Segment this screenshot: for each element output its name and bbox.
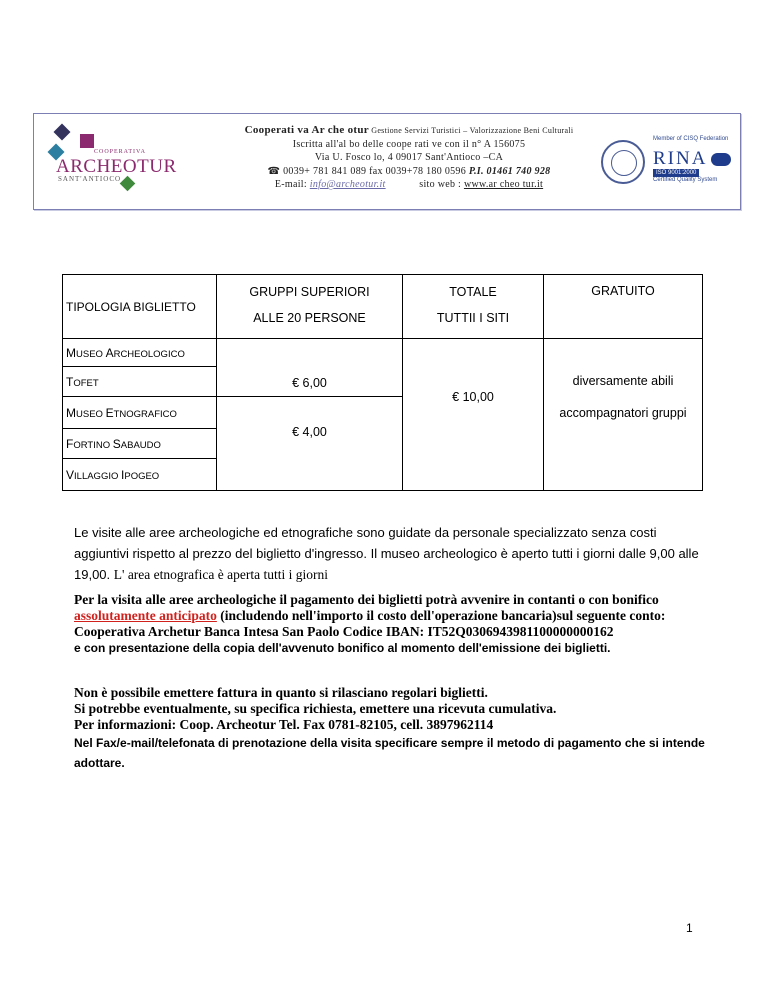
letterhead	[33, 113, 741, 210]
price-group-a: € 6,00	[217, 339, 403, 397]
cisq-member-text: Member of CISQ Federation	[653, 136, 729, 142]
site-tofet: TOFET	[63, 367, 217, 397]
web-label: sito web :	[419, 179, 464, 190]
company-info	[199, 124, 619, 192]
payment-paragraph	[74, 592, 714, 656]
iban-line: Cooperativa Archetur Banca Intesa San Paolo Codice IBAN: IT52Q0306943981100000000162	[74, 624, 614, 639]
logo-square-purple	[80, 134, 94, 148]
groups-header-1: GRUPPI SUPERIORI	[217, 275, 403, 309]
contact-line: Per informazioni: Coop. Archeotur Tel. Fax 0781-82105, cell. 3897962114	[74, 717, 494, 732]
payment-text-cont: (includendo nell'importo il costo dell'operazione bancaria)sul seguente conto:	[216, 608, 666, 623]
groups-header-2: ALLE 20 PERSONE	[217, 309, 403, 339]
archeotur-logo	[44, 122, 184, 206]
billing-paragraph	[74, 685, 714, 773]
table-row	[63, 275, 703, 309]
vat-number: P.I. 01461 740 928	[468, 165, 551, 177]
ethnographic-hours: L' area etnografica è aperta tutti i giorni	[113, 567, 328, 582]
free-header: GRATUITO	[544, 275, 703, 339]
page-number: 1	[686, 921, 693, 935]
quality-system-label: Certified Quality System	[653, 177, 718, 183]
no-invoice-line: Non è possibile emettere fattura in quanto si rilasciano regolari biglietti.	[74, 685, 488, 700]
rina-logo: RINA	[653, 148, 708, 169]
iqnet-badge-icon	[711, 153, 731, 166]
price-group-b: € 4,00	[217, 397, 403, 491]
visit-info-paragraph	[74, 522, 704, 585]
price-total: € 10,00	[403, 339, 544, 491]
total-header-2: TUTTII I SITI	[403, 309, 544, 339]
logo-diamond-green	[120, 176, 136, 192]
ticket-table	[62, 274, 703, 491]
logo-name: ARCHEOTUR	[56, 156, 177, 177]
logo-place: SANT'ANTIOCO	[58, 175, 122, 183]
total-header-1: TOTALE	[403, 275, 544, 309]
transfer-copy-note: e con presentazione della copia dell'avvenuto bonifico al momento dell'emissione dei biglietti.	[74, 641, 611, 655]
visit-info-text: Le visite alle aree archeologiche ed etnografiche sono guidate da personale specializzato senza costi aggiuntivi rispetto al prezzo del biglietto d'ingresso. Il museo archeologico è aperto tutti i giorni dalle 9,00 alle 19,00.	[74, 525, 699, 582]
rina-certification	[599, 126, 737, 204]
ticket-type-header: TIPOLOGIA BIGLIETTO	[63, 275, 217, 339]
payment-text: Per la visita alle aree archeologiche il pagamento dei biglietti potrà avvenire in contanti o con bonifico	[74, 592, 659, 607]
company-activity: Gestione Servizi Turistici – Valorizzazione Beni Culturali	[368, 126, 574, 135]
email-label: E-mail:	[274, 179, 310, 190]
site-museo-archeologico: MUSEO ARCHEOLOGICO	[63, 339, 217, 367]
iso-label: ISO 9001:2000	[653, 169, 699, 177]
site-fortino-sabaudo: FORTINO SABAUDO	[63, 429, 217, 459]
website-link[interactable]: www.ar cheo tur.it	[463, 179, 544, 190]
email-link[interactable]: info@archeotur.it	[309, 179, 386, 190]
booking-note: Nel Fax/e-mail/telefonata di prenotazione della visita specificare sempre il metodo di pagamento che si intende adottare.	[74, 736, 705, 770]
address-line: Via U. Fosco lo, 4 09017 Sant'Antioco –CA	[314, 152, 504, 163]
cumulative-receipt-line: Si potrebbe eventualmente, su specifica richiesta, emettere una ricevuta cumulativa.	[74, 701, 557, 716]
site-museo-etnografico: MUSEO ETNOGRAFICO	[63, 397, 217, 429]
logo-coop-label: COOPERATIVA	[94, 149, 146, 155]
company-name: Cooperati va Ar che otur	[244, 124, 369, 136]
site-villaggio-ipogeo: VILLAGGIO IPOGEO	[63, 459, 217, 491]
seal-icon	[601, 140, 645, 184]
logo-diamond-navy	[54, 124, 71, 141]
free-categories	[544, 339, 703, 491]
free-disabled: diversamente abili	[572, 373, 674, 388]
phone-fax-line: ☎ 0039+ 781 841 089 fax 0039+78 180 0596	[267, 165, 469, 177]
payment-advance-highlight: assolutamente anticipato	[74, 608, 217, 623]
table-row	[63, 339, 703, 367]
registration-line: Iscritta all'al bo delle coope rati ve con il n° A 156075	[292, 138, 526, 150]
free-group-leaders: accompagnatori gruppi	[559, 405, 687, 420]
